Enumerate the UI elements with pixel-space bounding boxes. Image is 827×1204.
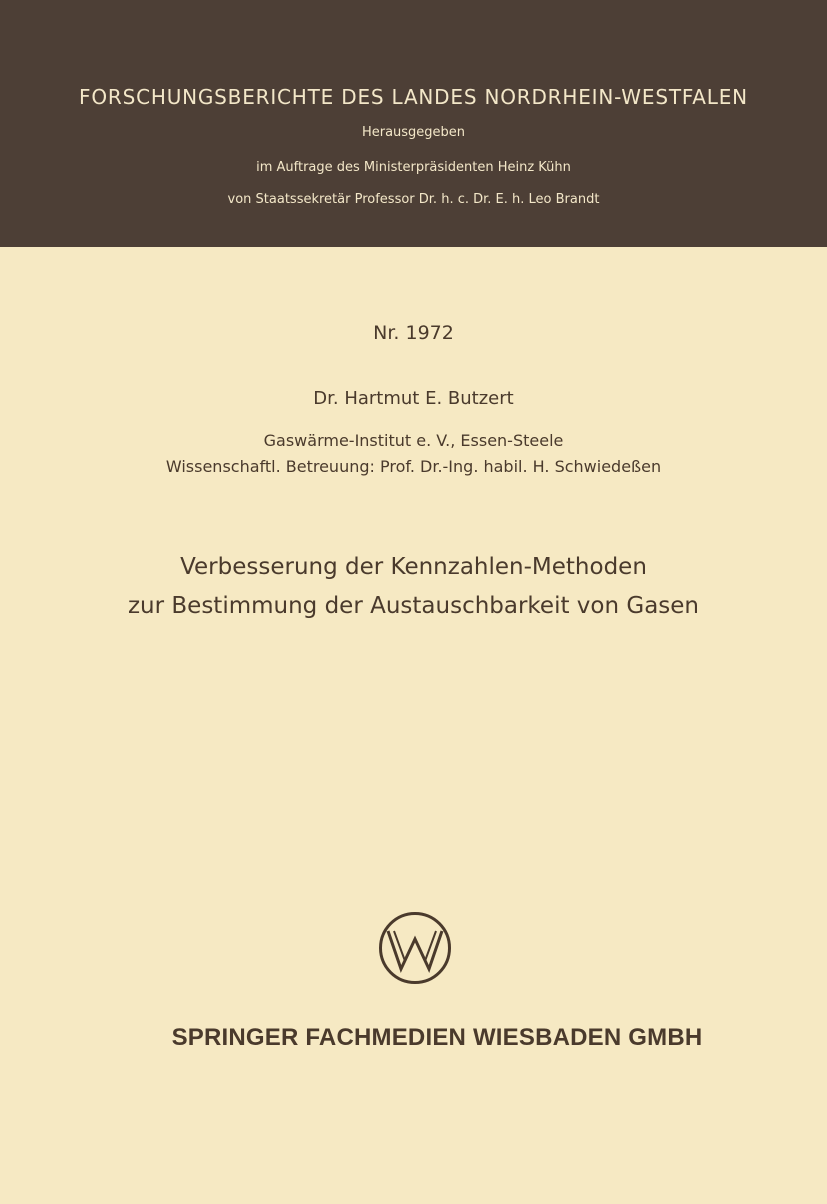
affiliation-institute: Gaswärme-Institut e. V., Essen-Steele bbox=[263, 431, 564, 450]
report-title-line-1: Verbesserung der Kennzahlen-Methoden bbox=[180, 554, 647, 580]
series-title: FORSCHUNGSBERICHTE DES LANDES NORDRHEIN-WESTFALEN bbox=[79, 85, 748, 109]
report-number: Nr. 1972 bbox=[373, 322, 454, 344]
editor-name-line: von Staatssekretär Professor Dr. h. c. Dr. E. h. Leo Brandt bbox=[227, 192, 600, 207]
author-name: Dr. Hartmut E. Butzert bbox=[313, 388, 514, 409]
header-band bbox=[0, 0, 827, 247]
wv-publisher-logo-icon bbox=[378, 911, 452, 985]
commission-line: im Auftrage des Ministerpräsidenten Heinz Kühn bbox=[256, 160, 571, 175]
report-title-line-2: zur Bestimmung der Austauschbarkeit von Gasen bbox=[127, 593, 700, 619]
publisher-name: SPRINGER FACHMEDIEN WIESBADEN GMBH bbox=[171, 1024, 703, 1051]
editor-label: Herausgegeben bbox=[361, 125, 466, 140]
affiliation-supervision: Wissenschaftl. Betreuung: Prof. Dr.-Ing. habil. H. Schwiedeßen bbox=[165, 457, 662, 476]
